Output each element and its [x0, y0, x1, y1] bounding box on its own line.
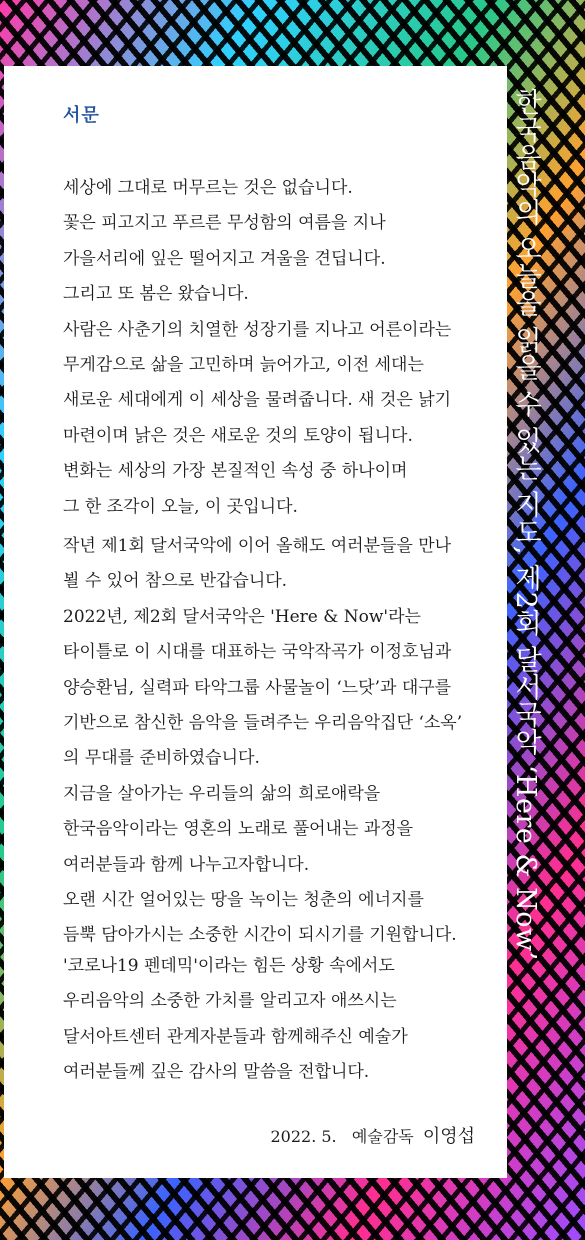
text-line: 오랜 시간 얼어있는 땅을 녹이는 청춘의 에너지를: [63, 890, 424, 911]
text-line: 우리음악의 소중한 가치를 알리고자 애쓰시는: [63, 991, 397, 1012]
text-line: 뵐 수 있어 참으로 반갑습니다.: [63, 571, 288, 592]
text-line: 여러분들께 깊은 감사의 말씀을 전합니다.: [63, 1062, 370, 1083]
text-line: 의 무대를 준비하였습니다.: [63, 748, 260, 769]
text-line: 지금을 살아가는 우리들의 삶의 희로애락을: [63, 783, 381, 804]
text-line: 타이틀로 이 시대를 대표하는 국악작곡가 이정호님과: [63, 642, 452, 663]
text-line: 여러분들과 함께 나누고자합니다.: [63, 854, 310, 875]
signature-name: 이영섭: [422, 1126, 475, 1147]
text-line: 그리고 또 봄은 왔습니다.: [63, 284, 249, 305]
text-line: 꽃은 피고지고 푸르른 무성함의 여름을 지나: [63, 213, 386, 234]
signature-title: 예술감독: [351, 1127, 414, 1146]
text-line: 새로운 세대에게 이 세상을 물려줍니다. 새 것은 낡기: [63, 390, 452, 411]
paragraph-2: [63, 529, 462, 954]
text-line: 작년 제1회 달서국악에 이어 올해도 여러분들을 만나: [63, 536, 452, 556]
text-line: 그 한 조각이 오늘, 이 곳입니다.: [63, 496, 298, 517]
text-line: 양승환님, 실력파 타악그룹 사물놀이 ‘느닷’과 대구를: [63, 677, 452, 698]
text-line: 세상에 그대로 머무르는 것은 없습니다.: [63, 178, 353, 198]
paragraph-1: [63, 171, 451, 525]
text-line: 한국음악이라는 영혼의 노래로 풀어내는 과정을: [63, 819, 414, 840]
text-line: '코로나19 펜데믹'이라는 힘든 상황 속에서도: [63, 956, 395, 976]
text-line: 사람은 사춘기의 치열한 성장기를 지나고 어른이라는: [63, 319, 452, 340]
signature: [270, 1122, 475, 1148]
text-line: 듬뿍 담아가시는 소중한 시간이 되시기를 기원합니다.: [63, 925, 457, 946]
text-line: 마련이며 낡은 것은 새로운 것의 토양이 됩니다.: [63, 425, 413, 446]
paragraph-3: [63, 949, 408, 1091]
vertical-title: 한국음악의 오늘을 읽을 수 있는 지도, 제2회 달서국악 ‘Here & Now’: [510, 88, 541, 961]
text-line: 달서아트센터 관계자분들과 함께해주신 예술가: [63, 1026, 408, 1047]
text-line: 기반으로 참신한 음악을 들려주는 우리음악집단 ‘소옥’: [63, 713, 463, 734]
text-line: 2022년, 제2회 달서국악은 'Here & Now'라는: [63, 606, 421, 627]
signature-date: 2022. 5.: [270, 1127, 337, 1146]
text-line: 가을서리에 잎은 떨어지고 겨울을 견딥니다.: [63, 248, 386, 269]
text-line: 변화는 세상의 가장 본질적인 속성 중 하나이며: [63, 461, 408, 482]
text-line: 무게감으로 삶을 고민하며 늙어가고, 이전 세대는: [63, 355, 424, 376]
preface-heading: 서문: [63, 105, 100, 126]
